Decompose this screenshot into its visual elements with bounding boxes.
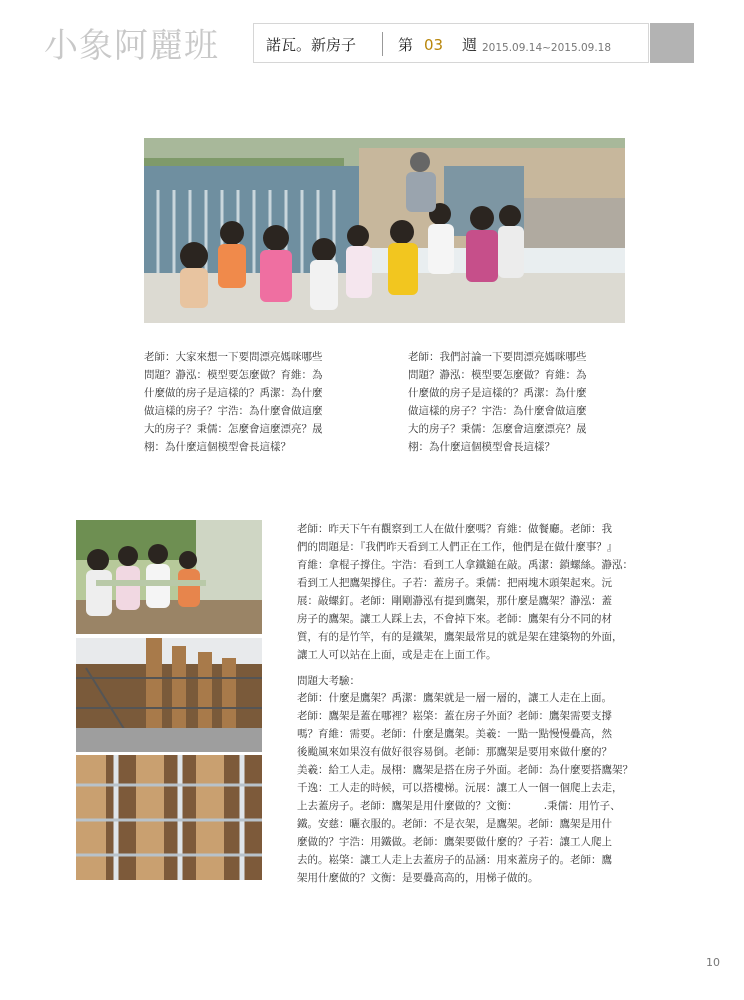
photo-scaffolding-wood-image [76, 638, 262, 752]
theme-title: 諾瓦。新房子 [266, 36, 357, 54]
week-number: 03 [424, 36, 444, 54]
paragraph-quiz: 老師：什麼是鷹架？禹潔：鷹架就是一層一層的，讓工人走在上面。 老師：鷹架是蓋在哪裡？崧棨：蓋在房子外面？老師：鷹架需要支撐 嗎？育維：需要。老師：什麼是鷹架。美羲：一點一點慢慢疊高，然 後颱風來如果沒有做好很容易倒。老師：那鷹架是要用來做什麼的？ 美羲：給工人走。晟栩：鷹架是搭在房子外面。老師：為什麼要搭鷹架？ 千逸：工人走的時候，可以搭樓梯。沅展：讓工人一個一個爬上去走， 上去蓋房子。老師：鷹架是用什麼做的？文衡： .秉儒：用竹子、 鐵。安慈：曬衣服的。老師：不是衣架，是鷹架。老師：鷹架是用什 麼做的？宇浩：用鐵做。老師：鷹架要做什麼的？子若：讓工人爬上 去的。崧棨：讓工人走上去蓋房子的品涵：用來蓋房子的。老師：鷹 架用什麼做的？文衡：是要疊高高的，用梯子做的。 [297, 692, 633, 884]
photo-children-playing-image [76, 520, 262, 634]
page-number: 10 [706, 956, 720, 969]
paragraph-main: 老師：昨天下午有觀察到工人在做什麼嗎？育維：做餐廳。老師：我 們的問題是：『我們昨天看到工人們正在工作，他們是在做什麼事？』 育維：拿棍子撐住。宇浩：看到工人拿鐵鎚在敲。禹潔：鎖螺絲。瀞泓： 看到工人把鷹架撐住。子若：蓋房子。秉儒：把兩塊木頭架起來。沅 展：敲螺釘。老師：剛剛瀞泓有提到鷹架，那什麼是鷹架？瀞泓：蓋 房子的鷹架。讓工人踩上去，不會掉下來。老師：鷹架有分不同的材 質，有的是竹竿，有的是鐵架，鷹架最常見的就是架在建築物的外面， 讓工人可以站在上面，或是走在上面工作。 [297, 523, 633, 661]
header-box [253, 23, 649, 63]
photo-children-playing [76, 520, 262, 634]
week-prefix: 第 [398, 36, 414, 54]
quiz-title: 問題大考驗： [297, 675, 360, 687]
photo-scaffolding-wood [76, 638, 262, 752]
paragraph-left: 老師：大家來想一下要問漂亮媽咪哪些 問題？瀞泓：模型要怎麼做？育維：為 什麼做的房子是這樣的？禹潔：為什麼 做這樣的房子？宇浩：為什麼會做這麼 大的房子？秉儒：怎麼會這麼漂亮？晟 栩：為什麼這個模型會長這樣？ [144, 351, 323, 453]
photo-children-at-gate [144, 138, 625, 323]
week-dates: 2015.09.14~2015.09.18 [482, 42, 612, 54]
header-gray-block [650, 23, 694, 63]
header-divider [382, 32, 383, 56]
photo-scaffolding-metal [76, 755, 262, 880]
week-suffix: 週 [462, 36, 478, 54]
paragraph-right: 老師：我們討論一下要問漂亮媽咪哪些 問題？瀞泓：模型要怎麼做？育維：為 什麼做的房子是這樣的？禹潔：為什麼 做這樣的房子？宇浩：為什麼會做這麼 大的房子？秉儒：怎麼會這麼漂亮？晟 栩：為什麼這個模型會長這樣？ [408, 351, 587, 453]
brand-title: 小象阿麗班 [44, 26, 219, 66]
photo-scaffolding-metal-image [76, 755, 262, 880]
photo-children-at-gate-image [144, 138, 625, 323]
